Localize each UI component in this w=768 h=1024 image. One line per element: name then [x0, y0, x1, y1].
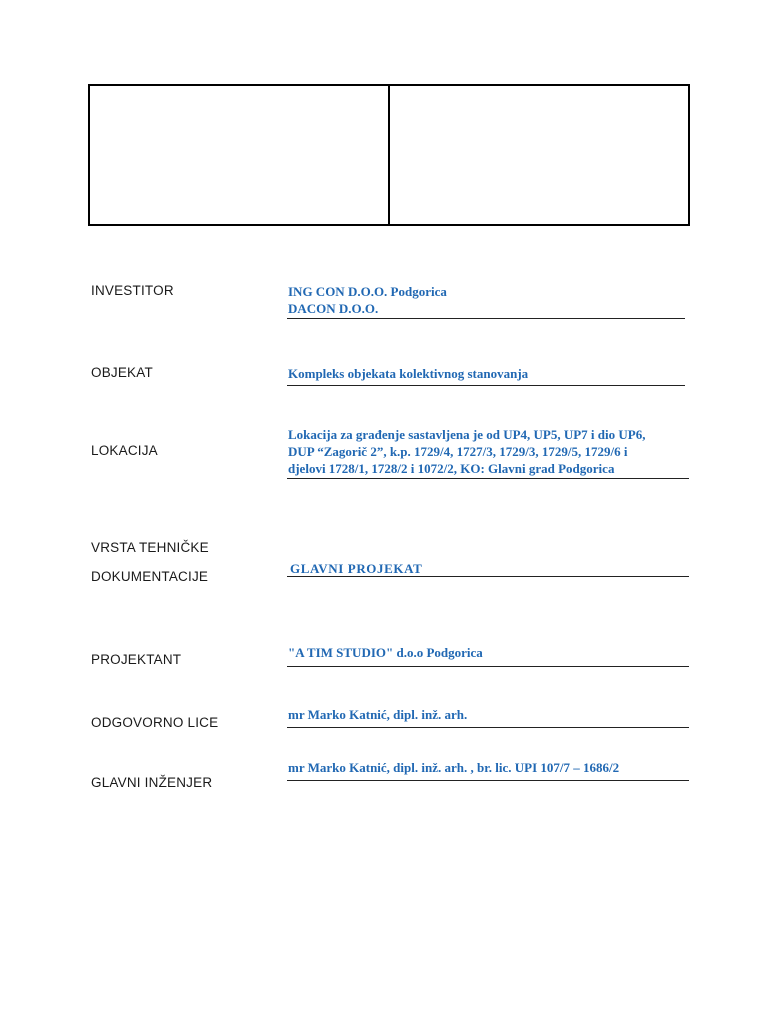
investor-label: INVESTITOR	[91, 283, 174, 298]
header-divider	[388, 86, 390, 224]
documentation-type-value: GLAVNI PROJEKAT	[290, 561, 423, 576]
documentation-type-label-line-1: VRSTA TEHNIČKE	[91, 540, 209, 555]
object-label: OBJEKAT	[91, 365, 153, 380]
documentation-type-label-line-2: DOKUMENTACIJE	[91, 569, 209, 584]
location-value-line-1: Lokacija za građenje sastavljena je od UP4, UP5, UP7 i dio UP6,	[288, 427, 646, 442]
object-rule	[287, 385, 685, 386]
designer-rule	[287, 666, 689, 667]
chief-engineer-label: GLAVNI INŽENJER	[91, 775, 213, 790]
header-title-block	[88, 84, 690, 226]
location-value-line-3: djelovi 1728/1, 1728/2 i 1072/2, KO: Glavni grad Podgorica	[288, 461, 615, 476]
responsible-person-value: mr Marko Katnić, dipl. inž. arh.	[288, 707, 468, 722]
chief-engineer-rule	[287, 780, 689, 781]
responsible-person-label: ODGOVORNO LICE	[91, 715, 219, 730]
investor-rule	[287, 318, 685, 319]
documentation-type-rule	[287, 576, 689, 577]
chief-engineer-value: mr Marko Katnić, dipl. inž. arh. , br. lic. UPI 107/7 – 1686/2	[288, 760, 620, 775]
designer-label: PROJEKTANT	[91, 652, 182, 667]
investor-value-line-2: DACON D.O.O.	[288, 301, 379, 316]
designer-value: "A TIM STUDIO" d.o.o Podgorica	[288, 645, 483, 660]
object-value: Kompleks objekata kolektivnog stanovanja	[288, 366, 529, 381]
location-value-line-2: DUP “Zagorič 2”, k.p. 1729/4, 1727/3, 1729/3, 1729/5, 1729/6 i	[288, 444, 628, 459]
investor-value-line-1: ING CON D.O.O. Podgorica	[288, 284, 447, 299]
responsible-person-rule	[287, 727, 689, 728]
location-label: LOKACIJA	[91, 443, 158, 458]
location-rule	[287, 478, 689, 479]
